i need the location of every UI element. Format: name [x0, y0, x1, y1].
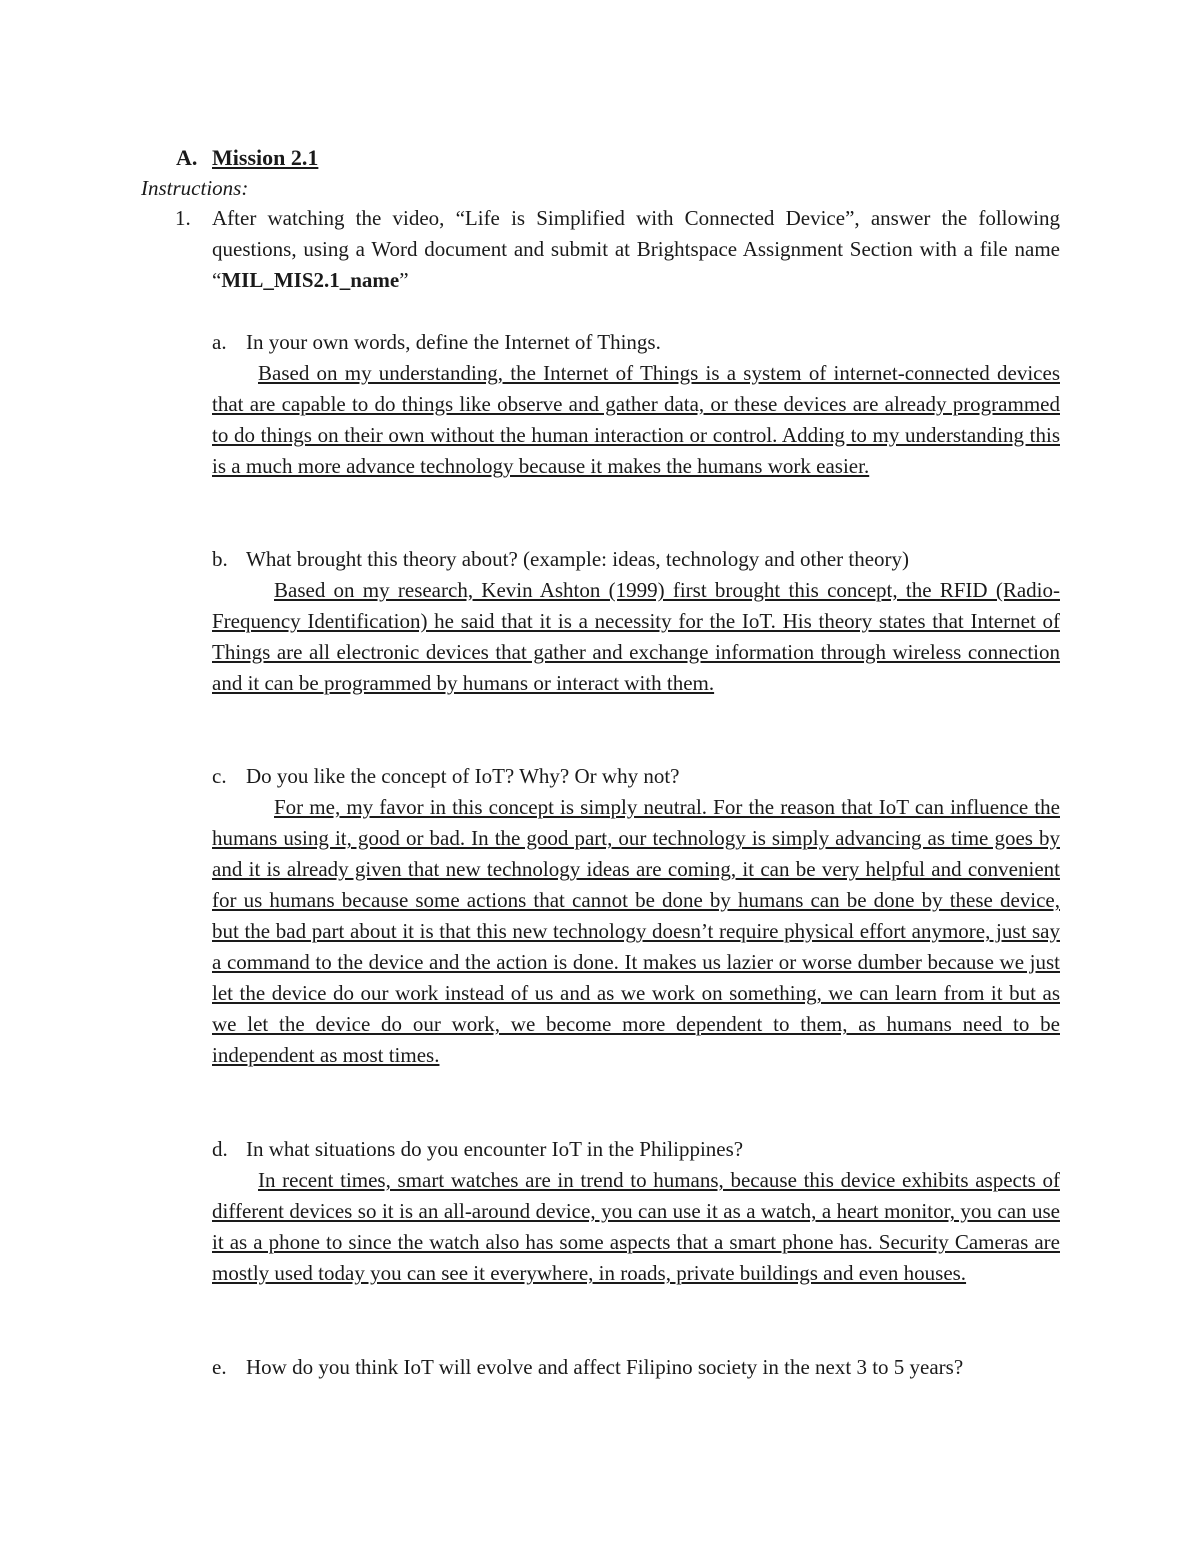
- question-text: In your own words, define the Internet of Things.: [246, 330, 661, 354]
- answer-text: Based on my research, Kevin Ashton (1999) first brought this concept, the RFID (Radio-Frequency Identification) he said that it is a necessity for the IoT. His theory states that Internet of Things are all electronic devices that gather and exchange information through wireless connection and it can be programmed by humans or interact with them.: [212, 578, 1060, 695]
- instruction-number: 1.: [175, 206, 191, 230]
- question-text: What brought this theory about? (example: ideas, technology and other theory): [246, 547, 910, 571]
- question-a: [212, 327, 1060, 482]
- question-text: In what situations do you encounter IoT in the Philippines?: [246, 1137, 744, 1161]
- answer-text: For me, my favor in this concept is simply neutral. For the reason that IoT can influence the humans using it, good or bad. In the good part, our technology is simply advancing as time goes by and it is already given that new technology ideas are coming, it can be very helpful and convenient for us humans because some actions that cannot be done by humans can be done by these device, but the bad part about it is that this new technology doesn’t require physical effort anymore, just say a command to the device and the action is done. It makes us lazier or worse dumber because we just let the device do our work instead of us and as we work on something, we can learn from it but as we let the device do our work, we become more dependent to them, as humans need to be independent as most times.: [212, 795, 1060, 1067]
- question-text: Do you like the concept of IoT? Why? Or why not?: [246, 764, 680, 788]
- question-line: [212, 1352, 1060, 1383]
- question-letter: b.: [212, 547, 228, 571]
- question-line: [212, 1134, 1060, 1165]
- section-heading: [176, 143, 318, 173]
- instructions-label: Instructions:: [141, 176, 249, 200]
- question-letter: c.: [212, 764, 227, 788]
- question-b: [212, 544, 1060, 699]
- question-text: How do you think IoT will evolve and affect Filipino society in the next 3 to 5 years?: [246, 1355, 964, 1379]
- question-c: [212, 761, 1060, 1071]
- instruction-filename: MIL_MIS2.1_name: [221, 268, 400, 292]
- instruction-close-quote: ”: [399, 268, 409, 292]
- instruction-item-1: [175, 203, 1060, 296]
- question-letter: d.: [212, 1137, 228, 1161]
- question-letter: e.: [212, 1355, 227, 1379]
- question-line: [212, 761, 1060, 792]
- question-line: [212, 544, 1060, 575]
- section-letter: A.: [176, 145, 198, 170]
- question-line: [212, 327, 1060, 358]
- instruction-body: After watching the video, “Life is Simplified with Connected Device”, answer the following questions, using a Word document and submit at Brightspace Assignment Section with a file name “: [212, 206, 1060, 292]
- answer-text: In recent times, smart watches are in trend to humans, because this device exhibits aspects of different devices so it is an all-around device, you can use it as a watch, a heart monitor, you can use it as a phone to since the watch also has some aspects that a smart phone has. Security Cameras are mostly used today you can see it everywhere, in roads, private buildings and even houses.: [212, 1168, 1060, 1285]
- question-e: [212, 1352, 1060, 1383]
- section-title: Mission 2.1: [212, 145, 319, 170]
- answer-text: Based on my understanding, the Internet of Things is a system of internet-connected devices that are capable to do things like observe and gather data, or these devices are already programmed to do things on their own without the human interaction or control. Adding to my understanding this is a much more advance technology because it makes the humans work easier.: [212, 361, 1060, 478]
- instruction-text: [212, 203, 1060, 296]
- question-d: [212, 1134, 1060, 1289]
- question-letter: a.: [212, 330, 227, 354]
